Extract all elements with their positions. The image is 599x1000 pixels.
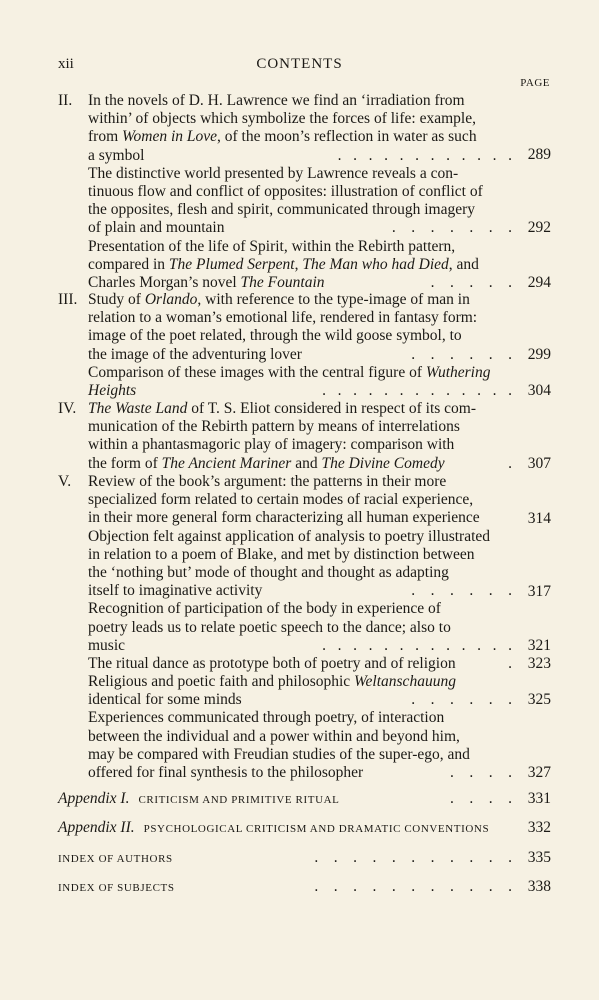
toc-line: image of the poet related, through the wild goose symbol, to bbox=[88, 327, 462, 345]
toc-line: identical for some minds . . . . . . bbox=[88, 691, 512, 709]
page-ref: 307 bbox=[527, 455, 551, 472]
appendix-label: Appendix I. bbox=[58, 790, 130, 807]
page-ref: 323 bbox=[527, 655, 551, 672]
toc-line: the ‘nothing but’ mode of thought and thought as adapting bbox=[88, 563, 449, 581]
appendix-title: CRITICISM AND PRIMITIVE RITUAL bbox=[138, 794, 340, 806]
section-numeral: III. bbox=[58, 291, 78, 308]
dot-leader: . . . . bbox=[450, 790, 512, 807]
toc-line: of plain and mountain . . . . . . . bbox=[88, 219, 512, 237]
toc-line: Review of the book’s argument: the patterns in their more bbox=[88, 473, 447, 490]
page-title: CONTENTS bbox=[256, 56, 343, 72]
toc-line: the image of the adventuring lover . . . . . . bbox=[88, 345, 512, 363]
section-numeral: IV. bbox=[58, 400, 77, 417]
section-numeral: II. bbox=[58, 92, 73, 109]
page-ref: 299 bbox=[527, 346, 551, 363]
toc-line: Comparison of these images with the central figure of Wuthering bbox=[88, 363, 491, 381]
page-ref: 304 bbox=[527, 382, 551, 399]
toc-line: Heights . . . . . . . . . . . . . bbox=[88, 381, 512, 399]
toc-line: within a phantasmagoric play of imagery: comparison with bbox=[88, 436, 455, 454]
appendix-entry bbox=[58, 790, 512, 810]
appendix-entry bbox=[58, 819, 518, 839]
toc-line: Religious and poetic faith and philosophic Weltanschauung bbox=[88, 673, 456, 691]
toc-line: in their more general form characterizing all human experience bbox=[88, 509, 480, 527]
toc-line: from Women in Love, of the moon’s reflection in water as such bbox=[88, 128, 477, 146]
page-ref: 327 bbox=[527, 764, 551, 781]
page-ref: 325 bbox=[527, 691, 551, 708]
toc-line: the opposites, flesh and spirit, communicated through imagery bbox=[88, 201, 475, 219]
toc-line: Recognition of participation of the body in experience of bbox=[88, 600, 441, 618]
dot-leader: . . . . . . . . . . . bbox=[314, 878, 512, 895]
appendix-title: PSYCHOLOGICAL CRITICISM AND DRAMATIC CONVENTIONS bbox=[143, 823, 490, 835]
page-ref: 292 bbox=[527, 219, 551, 236]
toc-line: The Waste Land of T. S. Eliot considered in respect of its com- bbox=[88, 400, 477, 417]
page-ref: 317 bbox=[527, 583, 551, 600]
toc-line: Experiences communicated through poetry, of interaction bbox=[88, 709, 445, 727]
toc-line: compared in The Plumed Serpent, The Man who had Died, and bbox=[88, 255, 479, 273]
toc-line: Objection felt against application of analysis to poetry illustrated bbox=[88, 527, 491, 545]
page-column-label: PAGE bbox=[520, 77, 550, 89]
toc-line: between the individual and a power within and beyond him, bbox=[88, 727, 460, 745]
toc-line: munication of the Rebirth pattern by means of interrelations bbox=[88, 418, 460, 436]
toc-line: relation to a woman’s emotional life, rendered in fantasy form: bbox=[88, 309, 478, 327]
toc-line: offered for final synthesis to the philosopher . . . . bbox=[88, 764, 512, 781]
page-number: xii bbox=[58, 56, 74, 72]
page-ref: 338 bbox=[527, 878, 551, 895]
toc-line: The distinctive world presented by Lawrence reveals a con- bbox=[88, 164, 459, 182]
page-ref: 321 bbox=[527, 637, 551, 654]
page-ref: 294 bbox=[527, 274, 551, 291]
index-entry bbox=[58, 849, 512, 869]
dot-leader: . . . . . . . . . . . bbox=[314, 849, 512, 866]
toc-line: within’ of objects which symbolize the forces of life: example, bbox=[88, 110, 476, 128]
toc-line: The ritual dance as prototype both of poetry and of religion . bbox=[88, 654, 512, 672]
toc-line: Presentation of the life of Spirit, within the Rebirth pattern, bbox=[88, 237, 456, 255]
toc-line: In the novels of D. H. Lawrence we find an ‘irradiation from bbox=[88, 92, 465, 109]
page-ref: 331 bbox=[527, 790, 551, 807]
appendix-label: Appendix II. bbox=[58, 819, 135, 836]
index-title: INDEX OF AUTHORS bbox=[58, 853, 173, 865]
toc-line: a symbol . . . . . . . . . . . . bbox=[88, 146, 512, 164]
index-title: INDEX OF SUBJECTS bbox=[58, 882, 175, 894]
page-ref: 332 bbox=[527, 819, 551, 836]
index-entry bbox=[58, 878, 512, 898]
toc-line: specialized form related to certain modes of racial experience, bbox=[88, 491, 474, 509]
toc-line: Study of Orlando, with reference to the type-image of man in bbox=[88, 291, 470, 308]
page-ref: 314 bbox=[527, 510, 551, 527]
page-ref: 335 bbox=[527, 849, 551, 866]
toc-line: in relation to a poem of Blake, and met by distinction between bbox=[88, 545, 475, 563]
toc-line: music . . . . . . . . . . . . . bbox=[88, 636, 512, 654]
toc-line: itself to imaginative activity . . . . . . bbox=[88, 582, 512, 600]
toc-line: may be compared with Freudian studies of the super-ego, and bbox=[88, 745, 470, 763]
toc-line: poetry leads us to relate poetic speech to the dance; also to bbox=[88, 618, 451, 636]
toc-line: tinuous flow and conflict of opposites: illustration of conflict of bbox=[88, 182, 483, 200]
section-numeral: V. bbox=[58, 473, 72, 490]
page-ref: 289 bbox=[527, 146, 551, 163]
toc-line: Charles Morgan’s novel The Fountain . . . . . bbox=[88, 273, 512, 291]
toc-line: the form of The Ancient Mariner and The Divine Comedy . bbox=[88, 454, 512, 472]
